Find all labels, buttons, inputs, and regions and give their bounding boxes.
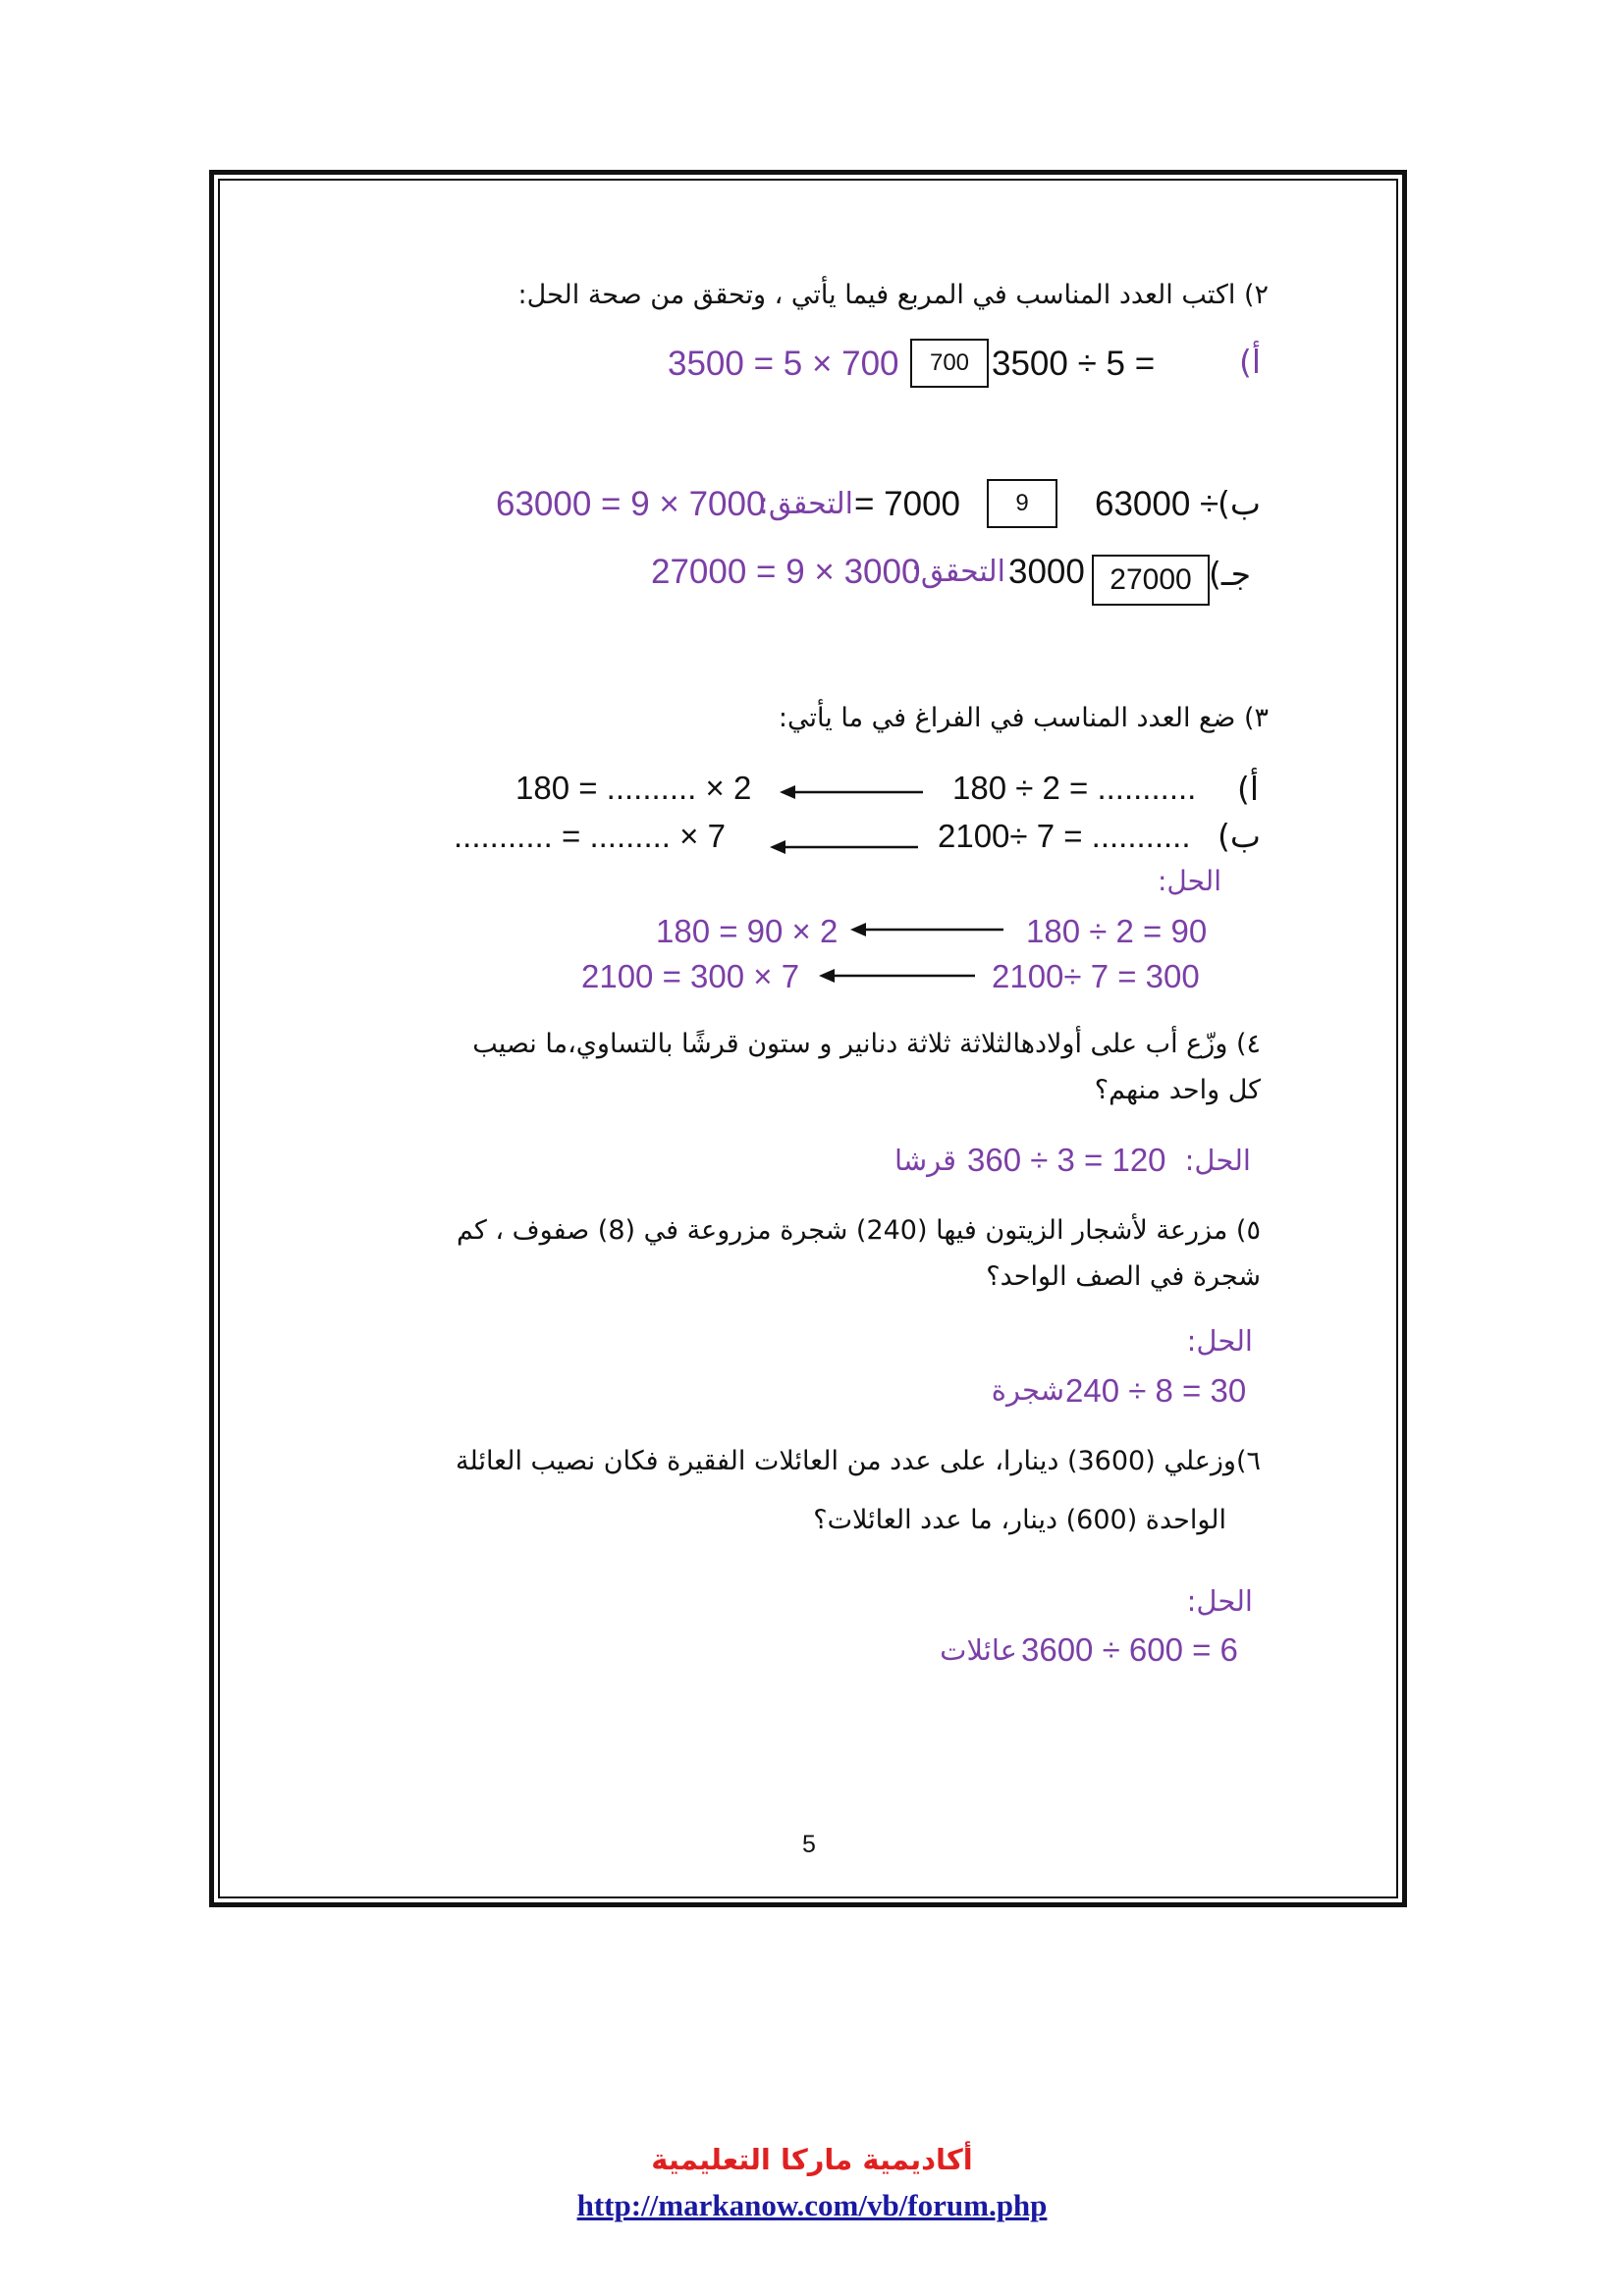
q2b-check-label: التحقق: (758, 487, 853, 521)
q2c-result: 3000 (1008, 553, 1085, 591)
q3a-right: 180 = .......... × 2 (515, 770, 752, 806)
q6-solution-label: الحل: (1186, 1584, 1253, 1618)
footer-academy-title: أكاديمية ماركا التعليمية (651, 2143, 973, 2176)
q5-solution-unit: شجرة (991, 1373, 1064, 1407)
q3b-right: ........... = ......... × 7 (454, 818, 726, 854)
q6-solution-unit: عائلات (940, 1633, 1017, 1667)
q3a-solution-right: 180 = 90 × 2 (656, 913, 839, 949)
q3b-arrow-icon (766, 835, 928, 859)
q5-solution: 240 ÷ 8 = 30 (1065, 1372, 1247, 1409)
q4-solution-label: الحل: (1184, 1144, 1251, 1177)
q4-line2: كل واحد منهم؟ (1094, 1075, 1261, 1105)
q2c-answer-box: 27000 (1092, 555, 1210, 606)
q2c-check: 27000 = 9 × 3000 (651, 553, 921, 591)
q2-title: ٢) اكتب العدد المناسب في المربع فيما يأتي ، وتحقق من صحة الحل: (517, 280, 1269, 310)
q3a-arrow-icon (776, 780, 933, 804)
q3b-solution-arrow-icon (815, 964, 980, 988)
q6-solution: 3600 ÷ 600 = 6 (1021, 1631, 1238, 1668)
q4-solution-unit: قرشا (894, 1144, 956, 1177)
q6-line2: الواحدة (600) دينار، ما عدد العائلات؟ (813, 1505, 1226, 1535)
q2a-check: 3500 = 5 × 700 (668, 345, 899, 383)
q2c-label: جـ) (1209, 555, 1251, 593)
q3a-solution-arrow-icon (846, 918, 1008, 941)
footer-forum-link[interactable]: http://markanow.com/vb/forum.php (576, 2188, 1048, 2222)
q2b-expression: 63000 ÷ (1095, 485, 1219, 523)
q6-line1: ٦)وزعلي (3600) دينارا، على عدد من العائلات الفقيرة فكان نصيب العائلة (456, 1446, 1261, 1476)
q3b-solution-left: 2100÷ 7 = 300 (992, 958, 1200, 994)
q5-line1: ٥) مزرعة لأشجار الزيتون فيها (240) شجرة مزروعة في (8) صفوف ، كم (456, 1215, 1261, 1246)
q3a-left: 180 ÷ 2 = ........... (952, 770, 1197, 806)
q3b-left: 2100÷ 7 = ........... (938, 818, 1191, 854)
q2b-answer-box: 9 (987, 479, 1057, 528)
page-number: 5 (802, 1831, 816, 1858)
q5-line2: شجرة في الصف الواحد؟ (986, 1261, 1261, 1292)
q3-solution-label: الحل: (1157, 865, 1221, 897)
q2b-label: ب) (1218, 484, 1261, 522)
q3-title: ٣) ضع العدد المناسب في الفراغ في ما يأتي: (778, 703, 1269, 733)
q2a-answer-box: 700 (910, 339, 989, 388)
q4-solution: 360 ÷ 3 = 120 (967, 1142, 1166, 1178)
q2b-check: 63000 = 9 × 7000 (496, 485, 766, 523)
q2a-expression: 3500 ÷ 5 = (992, 345, 1156, 383)
q3a-solution-left: 180 ÷ 2 = 90 (1026, 913, 1208, 949)
q3b-solution-right: 2100 = 300 × 7 (581, 958, 800, 994)
q2b-result: = 7000 (854, 485, 961, 523)
q4-line1: ٤) وزّع أب على أولادهالثلاثة ثلاثة دنانير و ستون قرشًا بالتساوي،ما نصيب (472, 1029, 1261, 1059)
q3b-label: ب) (1218, 817, 1261, 855)
q2a-label: أ) (1238, 343, 1261, 381)
q5-solution-label: الحل: (1186, 1324, 1253, 1358)
q3a-label: أ) (1236, 770, 1259, 808)
q2c-check-label: التحقق: (910, 555, 1005, 589)
